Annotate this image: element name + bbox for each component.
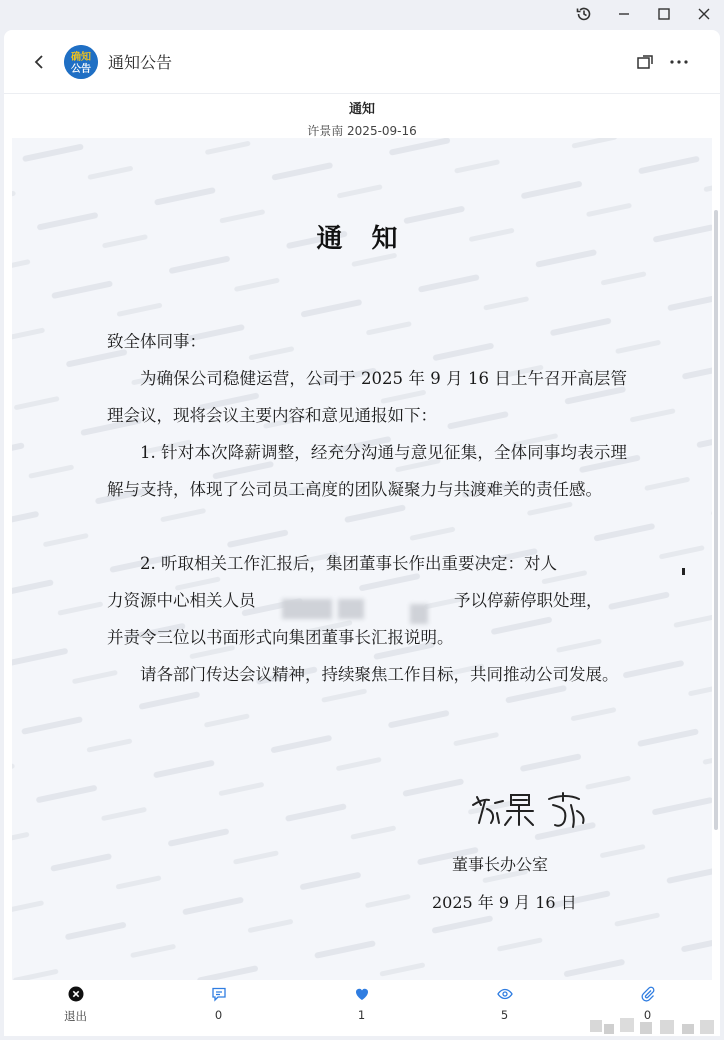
maximize-button[interactable] — [644, 0, 684, 28]
issuing-office: 董事长办公室 — [452, 855, 549, 874]
minimize-button[interactable] — [604, 0, 644, 28]
window-titlebar — [0, 0, 724, 28]
letter-paragraph-3-line-3: 并责令三位以书面形式向集团董事长汇报说明。 — [107, 628, 454, 647]
letter-paragraph-3-line-1: 2. 听取相关工作汇报后，集团董事长作出重要决定：对人 — [140, 554, 557, 573]
notice-logo-icon — [64, 45, 98, 79]
open-external-button[interactable] — [634, 51, 656, 73]
exit-label: 退出 — [64, 1009, 87, 1023]
app-title: 通知公告 — [108, 53, 173, 72]
issue-date: 2025 年 9 月 16 日 — [432, 893, 577, 912]
comment-count: 0 — [214, 1008, 223, 1022]
eye-icon — [497, 986, 513, 1002]
document-title: 通知 — [348, 102, 375, 117]
maximize-icon — [657, 7, 671, 21]
svg-text:确知: 确知 — [71, 51, 91, 63]
app-logo — [64, 45, 98, 79]
letter-paragraph-2: 1. 针对本次降薪调整，经充分沟通与意见征集，全体同事均表示理解与支持，体现了公司员工高度的团队凝聚力与共渡难关的责任感。 — [107, 443, 627, 499]
minimize-icon — [617, 7, 631, 21]
close-circle-icon — [68, 986, 84, 1002]
letter-paragraph-3-line-2 — [107, 582, 627, 619]
document-header — [4, 94, 720, 138]
comment-button[interactable] — [147, 980, 290, 1036]
handwritten-signature — [467, 783, 592, 833]
content-card — [4, 30, 720, 1036]
like-button[interactable] — [290, 980, 433, 1036]
views-count: 5 — [500, 1008, 509, 1022]
history-button[interactable] — [564, 0, 604, 28]
letter-title: 通 知 — [316, 224, 408, 254]
views-button[interactable] — [433, 980, 576, 1036]
letter-salutation: 致全体同事： — [107, 332, 206, 351]
letter-paragraph-4: 请各部门传达会议精神，持续聚焦工作目标，共同推动公司发展。 — [140, 665, 619, 684]
document-image — [12, 138, 712, 984]
like-count: 1 — [357, 1008, 366, 1022]
more-icon — [669, 59, 689, 65]
scrollbar-thumb[interactable] — [714, 210, 718, 830]
back-button[interactable] — [24, 47, 54, 77]
scan-mark — [682, 568, 685, 575]
letter-paragraph-3-pre: 力资源中心相关人员 — [107, 591, 256, 610]
app-header — [4, 30, 720, 94]
redaction-block — [338, 599, 364, 619]
svg-text:公告: 公告 — [71, 63, 91, 75]
history-icon — [575, 5, 593, 23]
paperclip-icon — [640, 986, 656, 1002]
document-meta: 许景南 2025-09-16 — [307, 124, 417, 138]
redaction-block — [282, 599, 332, 619]
pixelated-overlay — [590, 1016, 720, 1040]
exit-button[interactable] — [4, 980, 147, 1036]
letter-paragraph-1: 为确保公司稳健运营，公司于 2025 年 9 月 16 日上午召开高层管理会议，现将会议主要内容和意见通报如下： — [107, 369, 627, 425]
comment-icon — [211, 986, 227, 1002]
close-icon — [697, 7, 711, 21]
open-window-icon — [636, 53, 654, 71]
close-window-button[interactable] — [684, 0, 724, 28]
attachment-count: 0 — [643, 1008, 652, 1022]
chevron-left-icon — [32, 54, 46, 70]
heart-icon — [354, 986, 370, 1002]
redaction-block — [410, 604, 428, 624]
more-button[interactable] — [668, 51, 690, 73]
letter-paragraph-3-post: 予以停薪停职处理， — [454, 591, 603, 610]
